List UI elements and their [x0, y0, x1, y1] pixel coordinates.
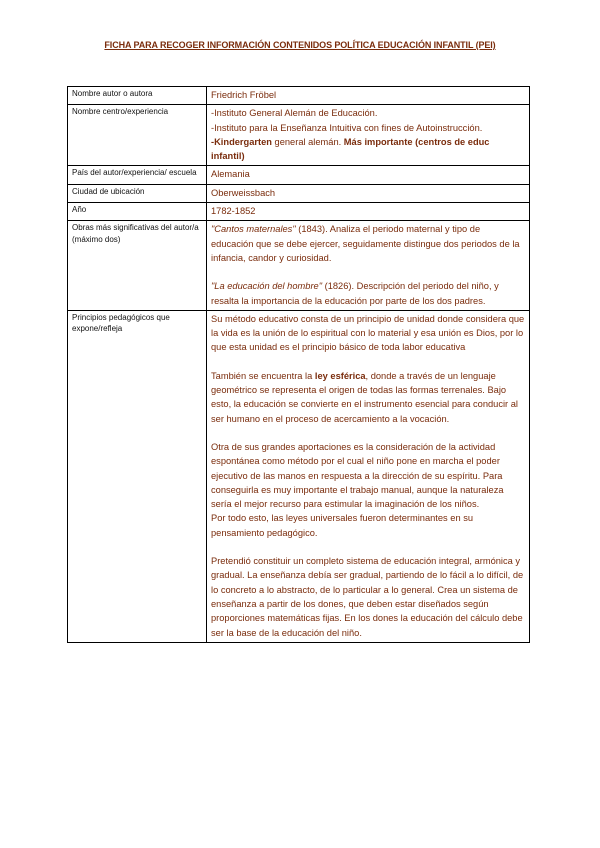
table-row — [68, 221, 530, 310]
row-value-anio: 1782-1852 — [207, 203, 530, 221]
row-value-obras — [207, 221, 530, 310]
principio-5: Pretendió constituir un completo sistema de educación integral, armónica y gradual. La enseñanza debía ser gradual, partiendo de lo fácil a lo difícil, de lo concreto a lo abstracto, de lo particular a lo general. Crea un sistema de enseñanza a partir de los dones, que deben estar diseñados según proporciones matemáticas fijas. En los dones la educación del cálculo debe ser la base de la educación del niño. — [211, 556, 524, 638]
principio-2-end: , donde a través de un lenguaje geométrico se representa el origen de todas las formas terrenales. Bajo esto, la educación se convierte en el instrumento esencial para conducir al ser humano en el proceso de acercamiento a la vocación. — [211, 370, 518, 424]
table-row — [68, 105, 530, 166]
principio-2-start: También se encuentra la — [211, 370, 315, 381]
obra-2-title: "La educación del hombre" — [211, 281, 323, 292]
principio-1: Su método educativo consta de un principio de unidad donde considera que la vida es la unión de lo espiritual con lo material y esa unión es Dios, por lo que esta unidad es el principio básico de toda labor educativa — [211, 313, 525, 353]
info-table — [67, 86, 530, 643]
centro-line-1: -Instituto General Alemán de Educación. — [211, 108, 378, 119]
mas-importante-text: Más importante (centros de educ infantil) — [211, 136, 490, 162]
row-label-obras: Obras más significativas del autor/a (máximo dos) — [68, 221, 207, 310]
row-label-pais: País del autor/experiencia/ escuela — [68, 166, 207, 184]
row-label-principios: Principios pedagógicos que expone/refleja — [68, 310, 207, 642]
table-row — [68, 87, 530, 105]
row-label-autor: Nombre autor o autora — [68, 87, 207, 105]
row-value-principios — [207, 310, 530, 642]
row-label-centro: Nombre centro/experiencia — [68, 105, 207, 166]
row-value-autor: Friedrich Fröbel — [207, 87, 530, 105]
principio-4: Por todo esto, las leyes universales fueron determinantes en su pensamiento pedagógico. — [211, 513, 474, 538]
row-value-ciudad: Oberweissbach — [207, 184, 530, 202]
row-label-ciudad: Ciudad de ubicación — [68, 184, 207, 202]
table-row — [68, 184, 530, 202]
row-label-anio: Año — [68, 203, 207, 221]
table-row — [68, 166, 530, 184]
obra-1-title: "Cantos maternales" — [211, 224, 296, 235]
kindergarten-text: -Kindergarten — [211, 136, 272, 147]
general-aleman-text: general alemán. — [271, 136, 344, 147]
row-value-pais: Alemania — [207, 166, 530, 184]
principio-2 — [211, 369, 525, 426]
centro-line-3 — [211, 135, 525, 164]
obra-2-text: (1826). Descripción del periodo del niño, y resalta la importancia de la educación por parte de los dos padres. — [211, 281, 499, 306]
obra-1 — [211, 222, 525, 265]
centro-line-2: -Instituto para la Enseñanza Intuitiva con fines de Autoinstrucción. — [211, 122, 483, 133]
obra-1-text: (1843). Analiza el periodo maternal y tipo de educación que se debe ejercer, seguidamente distingue dos periodos de la infancia, candor y curiosidad. — [211, 224, 520, 263]
table-row — [68, 203, 530, 221]
document-title: FICHA PARA RECOGER INFORMACIÓN CONTENIDOS POLÍTICA EDUCACIÓN INFANTIL (PEI) — [104, 40, 496, 50]
ley-esferica-text: ley esférica — [314, 370, 366, 381]
table-row — [68, 310, 530, 642]
principio-3: Otra de sus grandes aportaciones es la consideración de la actividad espontánea como método por el cual el niño pone en marcha el poder ejecutivo de las manos en respuesta a la dirección de su espíritu. Para conseguirla es muy importante el trabajo manual, aunque la naturaleza sería el mejor recurso para estimular la imaginación de los niños. — [211, 441, 504, 510]
obra-2 — [211, 279, 525, 308]
row-value-centro — [207, 105, 530, 166]
